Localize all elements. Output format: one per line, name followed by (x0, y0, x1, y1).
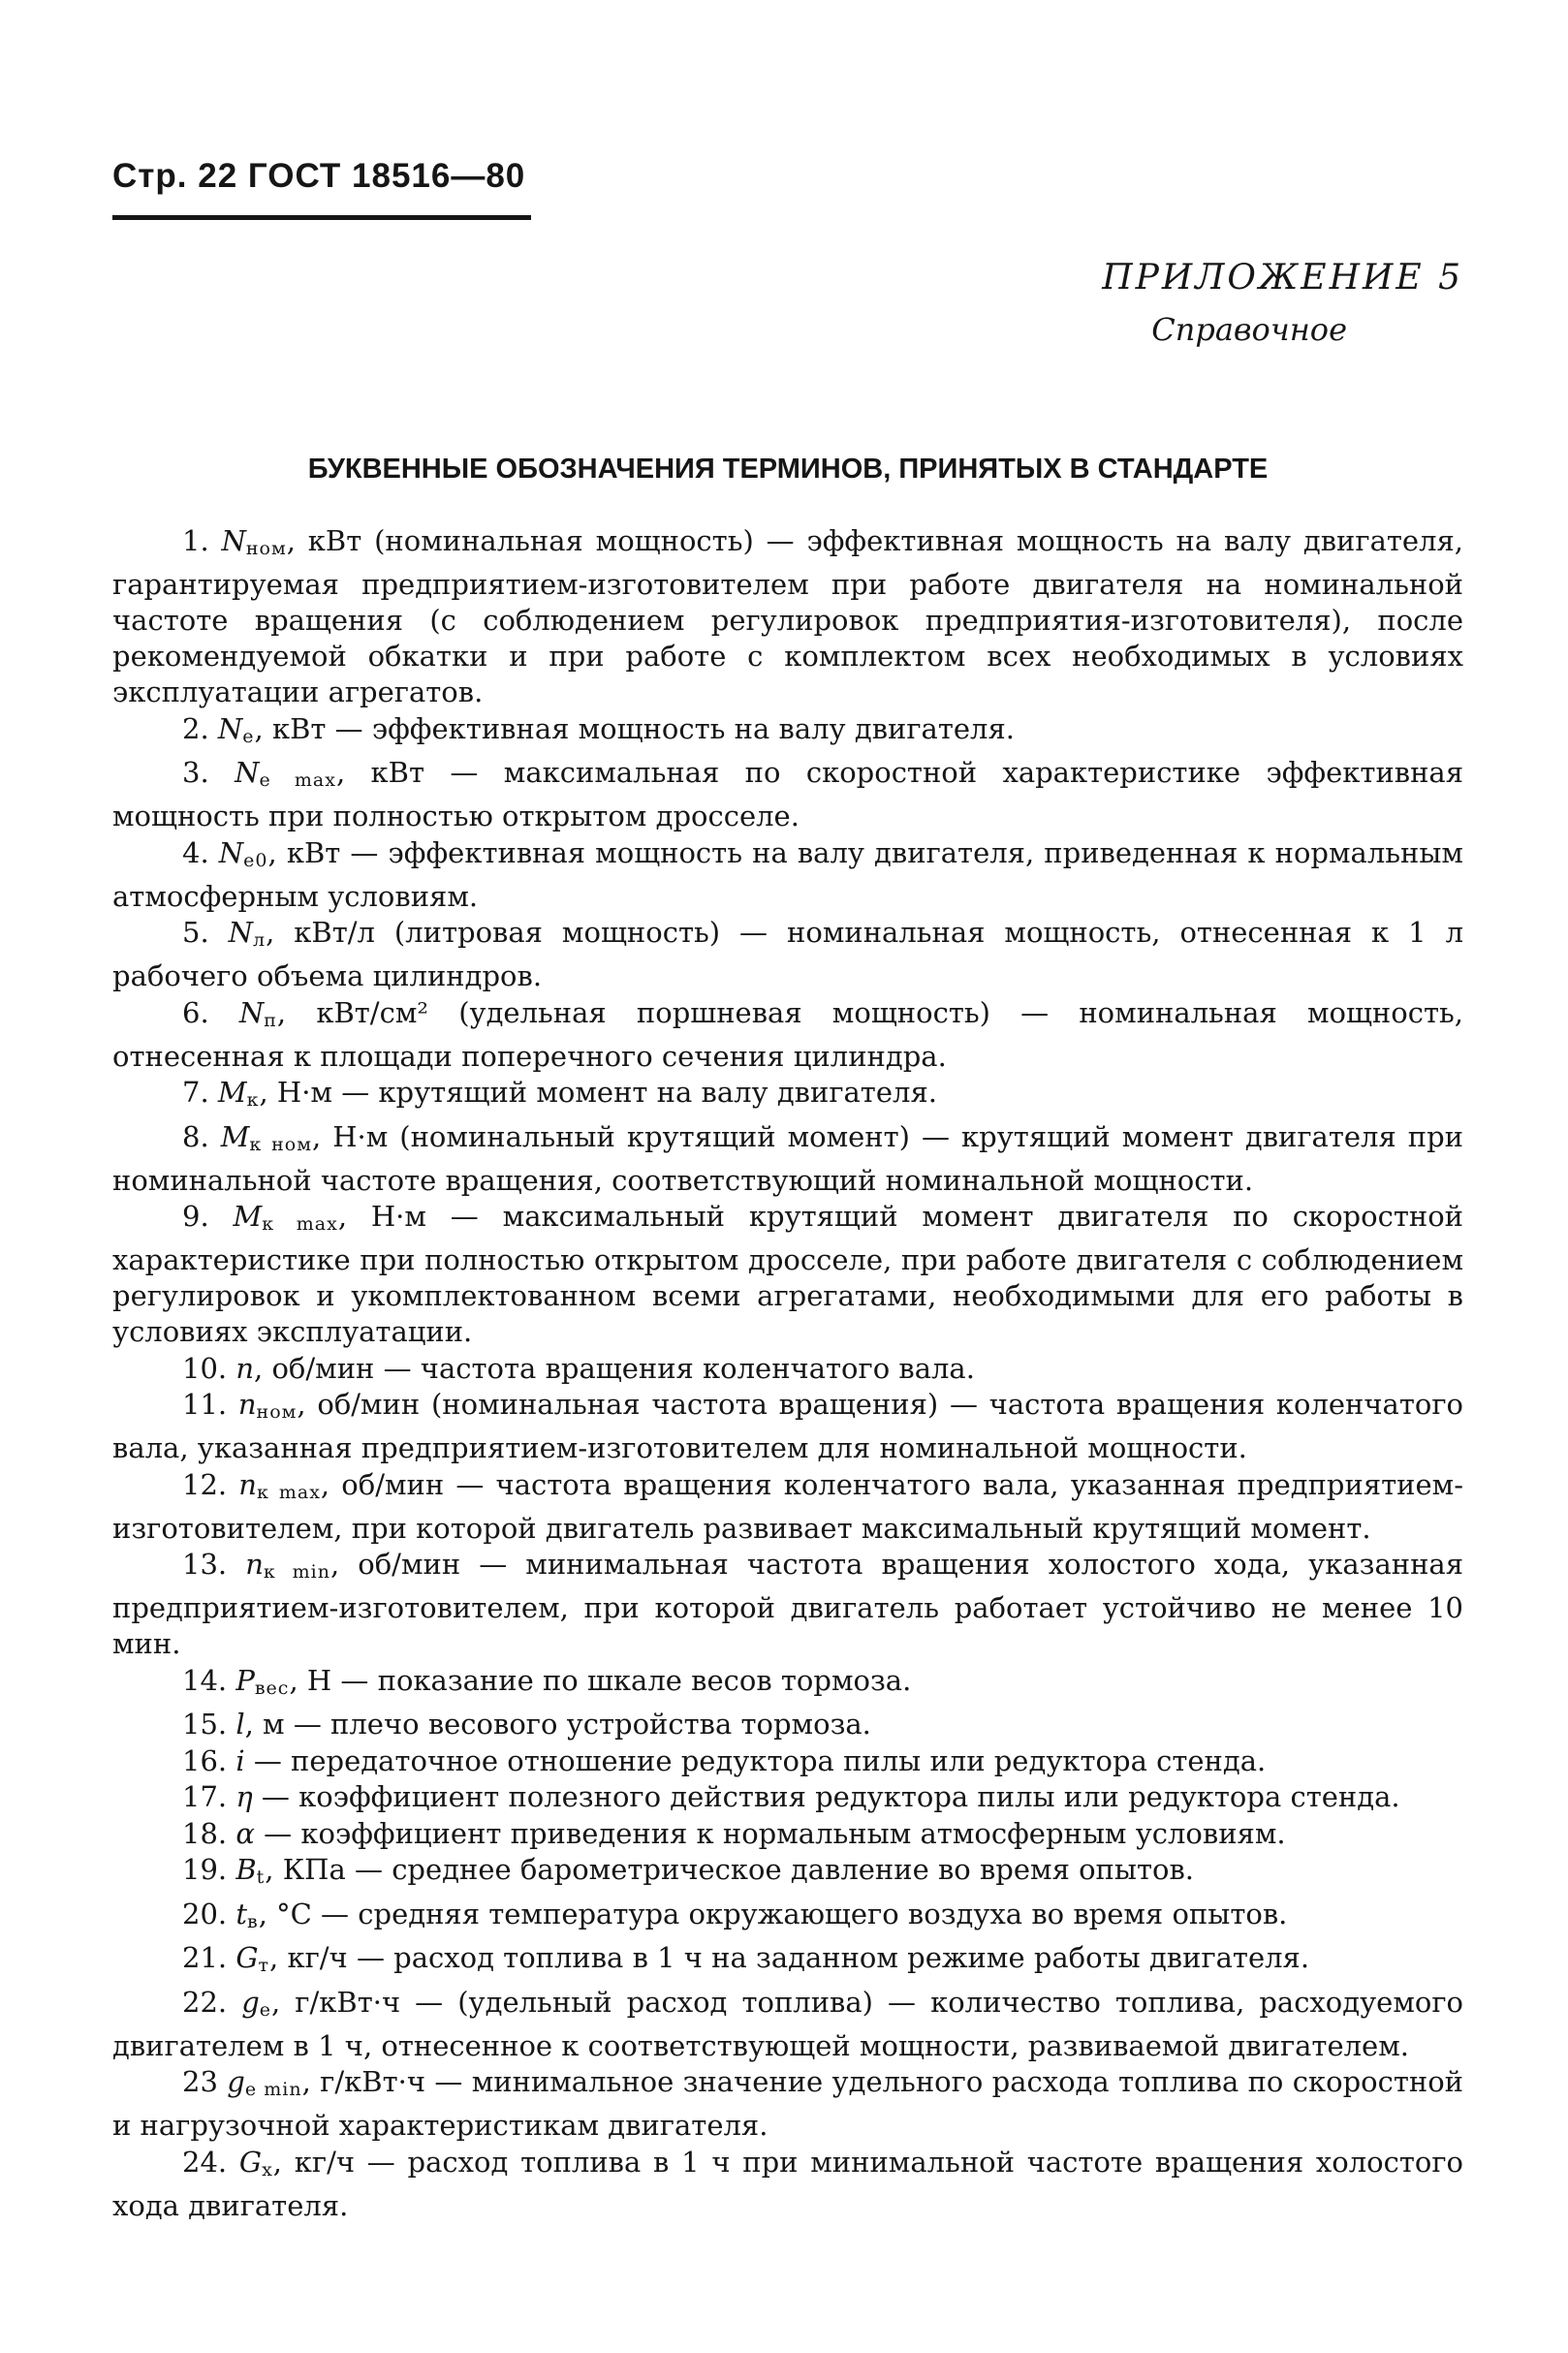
term-number: 6. (182, 995, 239, 1029)
term-number: 22. (182, 1985, 242, 2019)
term-definition: , г/кВт·ч — (удельный расход топлива) — количество топлива, расходуемого двигателем в 1 ч, отнесенное к соответствующей мощности, развиваемой двигателем. (112, 1985, 1463, 2062)
term-definition: , кВт — эффективная мощность на валу двигателя, приведенная к нормальным атмосферным условиям. (112, 835, 1463, 913)
term-symbol: g (227, 2065, 245, 2098)
term-number: 3. (182, 756, 235, 789)
term-item (112, 1663, 1463, 1707)
term-subscript: в (247, 1910, 259, 1932)
term-number: 21. (182, 1941, 236, 1974)
term-subscript: e (259, 1998, 272, 2021)
term-item (112, 1387, 1463, 1466)
term-symbol: t (235, 1897, 247, 1930)
term-number: 11. (182, 1388, 238, 1421)
term-subscript: e0 (243, 849, 268, 871)
term-item (112, 2064, 1463, 2144)
term-symbol: α (235, 1816, 255, 1850)
term-item (112, 1199, 1463, 1350)
term-definition: , об/мин — частота вращения коленчатого вала. (254, 1351, 975, 1385)
term-definition: , кг/ч — расход топлива в 1 ч при минимальной частоте вращения холостого хода двигателя. (112, 2145, 1464, 2222)
appendix-number: ПРИЛОЖЕНИЕ 5 (1102, 258, 1463, 298)
term-number: 15. (182, 1708, 236, 1741)
term-item (112, 1940, 1463, 1984)
term-definition: — коэффициент приведения к нормальным атмосферным условиям. (254, 1816, 1286, 1850)
term-item (112, 1743, 1463, 1779)
term-number: 13. (182, 1548, 246, 1581)
term-definition: , Н·м (номинальный крутящий момент) — крутящий момент двигателя при номинальной частоте вращения, соответствующий номинальной мощности. (112, 1119, 1464, 1197)
term-definition: , м — плечо весового устройства тормоза. (244, 1708, 871, 1741)
term-subscript: e (242, 725, 255, 747)
term-item (112, 523, 1463, 710)
term-symbol: B (235, 1853, 257, 1886)
term-item (112, 2145, 1463, 2224)
term-number: 1. (182, 524, 222, 557)
term-subscript: т (258, 1955, 270, 1976)
term-item (112, 1547, 1463, 1662)
term-number: 19. (182, 1853, 236, 1886)
term-item (112, 1075, 1463, 1118)
term-subscript: к max (262, 1213, 338, 1235)
term-number: 5. (182, 916, 229, 949)
term-subscript: ном (245, 538, 287, 559)
term-subscript: вес (254, 1677, 290, 1699)
term-definition: , кВт — эффективная мощность на валу двигателя. (254, 711, 1015, 745)
page-header: Стр. 22 ГОСТ 18516—80 (112, 157, 526, 195)
term-number: 23 (182, 2065, 228, 2098)
term-definition: — коэффициент полезного действия редуктора пилы или редуктора стенда. (252, 1780, 1400, 1813)
term-symbol: N (228, 916, 254, 949)
appendix-label (1102, 254, 1463, 357)
term-symbol: n (235, 1351, 255, 1385)
term-item (112, 711, 1463, 755)
term-item (112, 1119, 1463, 1199)
term-number: 2. (182, 711, 218, 745)
term-item (112, 915, 1463, 994)
term-number: 20. (182, 1897, 236, 1930)
term-number: 18. (182, 1816, 236, 1850)
term-number: 8. (182, 1119, 221, 1153)
term-definition: , об/мин — частота вращения коленчатого вала, указанная предприятием-изготовителем, при которой двигатель развивает максимальный крутящий момент. (112, 1467, 1464, 1545)
term-number: 10. (182, 1351, 236, 1385)
term-definition: , Н — показание по шкале весов тормоза. (289, 1663, 912, 1697)
term-subscript: x (262, 2158, 273, 2180)
term-symbol: N (217, 711, 243, 745)
term-symbol: G (238, 2145, 263, 2179)
term-item (112, 995, 1463, 1075)
term-symbol: l (235, 1708, 245, 1741)
term-subscript: л (253, 929, 267, 951)
term-definition: , об/мин — минимальная частота вращения холостого хода, указанная предприятием-изготовителем, при которой двигатель работает устойчиво не менее 10 мин. (112, 1548, 1463, 1660)
term-definition: , кВт — максимальная по скоростной характеристике эффективная мощность при полностью открытом дросселе. (112, 756, 1464, 832)
term-number: 12. (182, 1467, 239, 1501)
term-symbol: N (235, 756, 260, 789)
term-symbol: n (238, 1467, 257, 1501)
term-symbol: G (235, 1941, 259, 1974)
term-subscript: к max (256, 1481, 321, 1503)
term-definition: , кВт (номинальная мощность) — эффективная мощность на валу двигателя, гарантируемая предприятием-изготовителем при работе двигателя на номинальной частоте вращения (с соблюдением регулировок предприятия-изготовителя), после рекомендуемой обкатки и при работе с комплектом всех необходимых в условиях эксплуатации агрегатов. (112, 524, 1464, 708)
appendix-kind: Справочное (1151, 311, 1347, 348)
term-definition: , г/кВт·ч — минимальное значение удельного расхода топлива по скоростной и нагрузочной характеристикам двигателя. (112, 2065, 1463, 2142)
term-symbol: n (245, 1548, 264, 1581)
term-symbol: M (220, 1119, 250, 1153)
section-title: БУКВЕННЫЕ ОБОЗНАЧЕНИЯ ТЕРМИНОВ, ПРИНЯТЫХ В СТАНДАРТЕ (307, 454, 1269, 485)
term-definition: , кВт/л (литровая мощность) — номинальная мощность, отнесенная к 1 л рабочего объема цилиндров. (112, 916, 1463, 992)
term-definition: , Н·м — крутящий момент на валу двигателя. (259, 1076, 937, 1109)
term-symbol: P (235, 1663, 255, 1697)
term-definition: , °С — средняя температура окружающего воздуха во время опытов. (258, 1897, 1288, 1930)
term-number: 9. (182, 1200, 234, 1233)
term-symbol: N (221, 524, 246, 557)
term-subscript: п (264, 1009, 277, 1031)
term-number: 24. (182, 2145, 239, 2179)
term-subscript: e max (259, 769, 336, 791)
term-definition: — передаточное отношение редуктора пилы или редуктора стенда. (244, 1743, 1267, 1777)
term-item (112, 755, 1463, 834)
terms-list (112, 523, 1463, 2224)
term-subscript: к min (263, 1561, 330, 1583)
term-item (112, 1467, 1463, 1547)
term-subscript: к ном (249, 1133, 312, 1155)
term-symbol: g (241, 1985, 260, 2019)
term-item (112, 835, 1463, 915)
term-item (112, 1816, 1463, 1852)
term-subscript: ном (256, 1401, 298, 1423)
term-number: 14. (182, 1663, 236, 1697)
term-subscript: e min (244, 2079, 302, 2100)
term-number: 17. (182, 1780, 236, 1813)
term-subscript: к (246, 1089, 260, 1111)
term-number: 16. (182, 1743, 236, 1777)
term-symbol: N (238, 995, 265, 1029)
term-item (112, 1351, 1463, 1387)
header-rule (112, 215, 531, 220)
term-subscript: t (256, 1867, 266, 1888)
term-item (112, 1985, 1463, 2064)
term-number: 7. (182, 1076, 218, 1109)
term-definition: , кВт/см² (удельная поршневая мощность) — номинальная мощность, отнесенная к площади поперечного сечения цилиндра. (112, 995, 1464, 1073)
term-definition: , кг/ч — расход топлива в 1 ч на заданном режиме работы двигателя. (269, 1941, 1310, 1974)
term-definition: , Н·м — максимальный крутящий момент двигателя по скоростной характеристике при полностью открытом дросселе, при работе двигателя с соблюдением регулировок и укомплектованном всеми агрегатами, необходимыми для его работы в условиях эксплуатации. (112, 1200, 1463, 1348)
term-item (112, 1897, 1463, 1940)
term-number: 4. (182, 835, 219, 869)
term-definition: , об/мин (номинальная частота вращения) — частота вращения коленчатого вала, указанная предприятием-изготовителем для номинальной мощности. (112, 1388, 1463, 1464)
term-symbol: M (233, 1200, 263, 1233)
term-symbol: M (217, 1076, 247, 1109)
term-item (112, 1707, 1463, 1742)
term-symbol: η (235, 1780, 253, 1813)
term-symbol: i (235, 1743, 245, 1777)
term-item (112, 1779, 1463, 1815)
term-symbol: n (237, 1388, 257, 1421)
term-definition: , КПа — среднее барометрическое давление во время опытов. (265, 1853, 1194, 1886)
term-item (112, 1852, 1463, 1896)
term-symbol: N (218, 835, 244, 869)
